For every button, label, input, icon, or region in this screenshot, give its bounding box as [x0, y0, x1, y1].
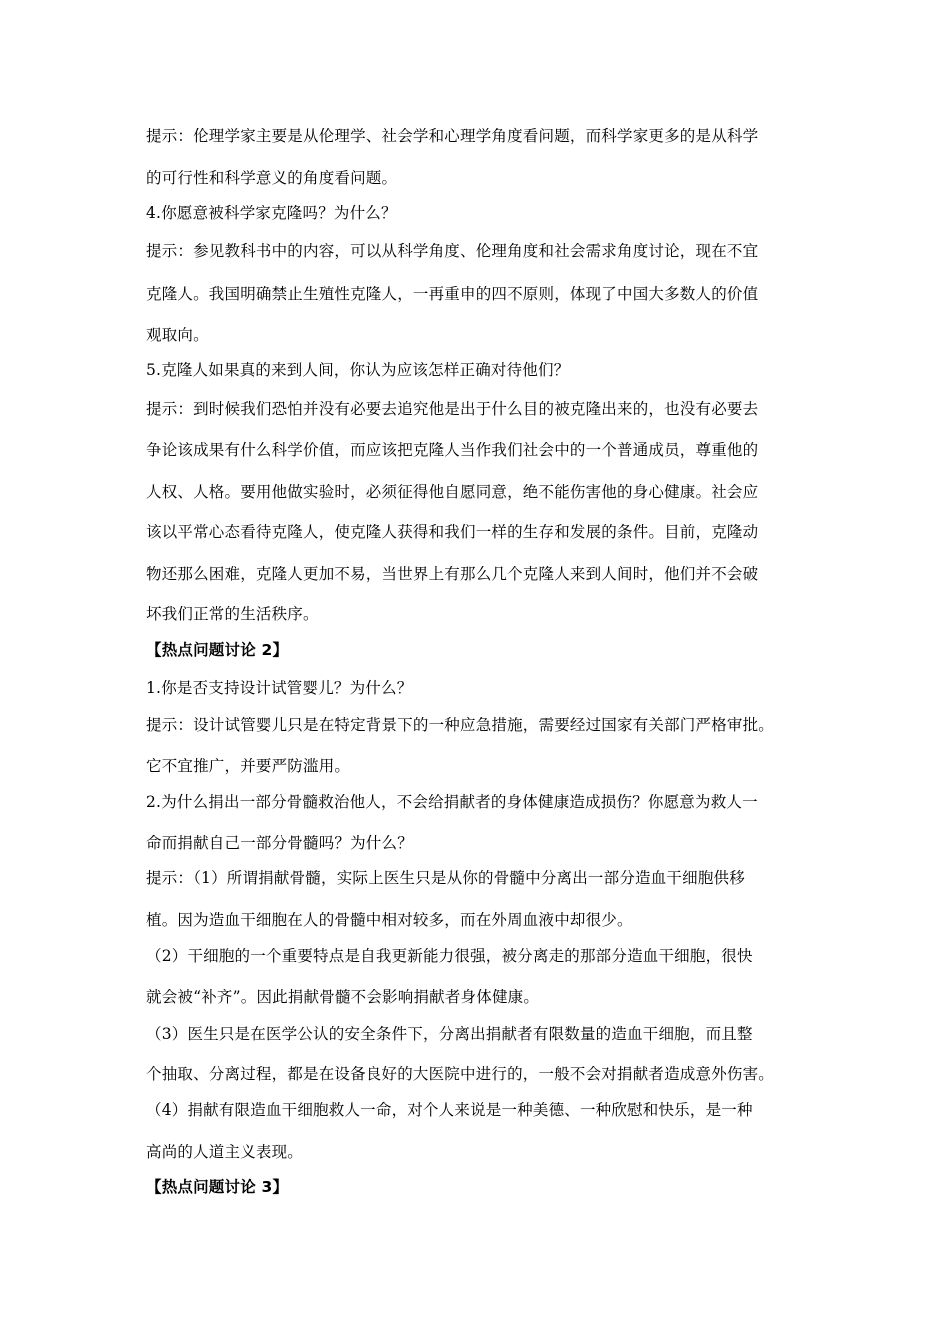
paragraph-line: 该以平常心态看待克隆人，使克隆人获得和我们一样的生存和发展的条件。目前，克隆动 [146, 523, 759, 541]
section-heading: 【热点问题讨论 3】 [146, 1178, 289, 1196]
question-line: 4.你愿意被科学家克隆吗？为什么？ [146, 204, 397, 222]
question-line: 1.你是否支持设计试管婴儿？为什么？ [146, 679, 413, 697]
paragraph-line: 植。因为造血干细胞在人的骨髓中相对较多，而在外周血液中却很少。 [146, 911, 633, 929]
paragraph-line: 个抽取、分离过程，都是在设备良好的大医院中进行的，一般不会对捐献者造成意外伤害。 [146, 1065, 775, 1083]
paragraph-line: 它不宜推广，并要严防滥用。 [146, 757, 351, 775]
paragraph-line: 坏我们正常的生活秩序。 [146, 605, 319, 623]
question-line: 命而捐献自己一部分骨髓吗？为什么？ [146, 834, 413, 852]
paragraph-line: 提示：伦理学家主要是从伦理学、社会学和心理学角度看问题，而科学家更多的是从科学 [146, 127, 759, 145]
paragraph-line: 提示：参见教科书中的内容，可以从科学角度、伦理角度和社会需求角度讨论，现在不宜 [146, 242, 759, 260]
paragraph-line: 提示：设计试管婴儿只是在特定背景下的一种应急措施，需要经过国家有关部门严格审批。 [146, 716, 775, 734]
paragraph-line: （2）干细胞的一个重要特点是自我更新能力很强，被分离走的那部分造血干细胞，很快 [146, 947, 753, 965]
paragraph-line: （4）捐献有限造血干细胞救人一命，对个人来说是一种美德、一种欣慰和快乐，是一种 [146, 1101, 753, 1119]
paragraph-line: （3）医生只是在医学公认的安全条件下，分离出捐献者有限数量的造血干细胞，而且整 [146, 1025, 753, 1043]
question-line: 5.克隆人如果真的来到人间，你认为应该怎样正确对待他们？ [146, 361, 570, 379]
paragraph-line: 提示：（1）所谓捐献骨髓，实际上医生只是从你的骨髓中分离出一部分造血干细胞供移 [146, 869, 745, 887]
paragraph-line: 的可行性和科学意义的角度看问题。 [146, 169, 398, 187]
paragraph-line: 克隆人。我国明确禁止生殖性克隆人，一再重申的四不原则，体现了中国大多数人的价值 [146, 285, 759, 303]
paragraph-line: 就会被“补齐”。因此捐献骨髓不会影响捐献者身体健康。 [146, 988, 540, 1006]
paragraph-line: 争论该成果有什么科学价值，而应该把克隆人当作我们社会中的一个普通成员，尊重他的 [146, 441, 759, 459]
section-heading: 【热点问题讨论 2】 [146, 641, 289, 659]
paragraph-line: 观取向。 [146, 326, 209, 344]
paragraph-line: 人权、人格。要用他做实验时，必须征得他自愿同意，绝不能伤害他的身心健康。社会应 [146, 483, 759, 501]
paragraph-line: 物还那么困难，克隆人更加不易，当世界上有那么几个克隆人来到人间时，他们并不会破 [146, 565, 759, 583]
paragraph-line: 高尚的人道主义表现。 [146, 1143, 304, 1161]
paragraph-line: 提示：到时候我们恐怕并没有必要去追究他是出于什么目的被克隆出来的，也没有必要去 [146, 400, 759, 418]
question-line: 2.为什么捐出一部分骨髓救治他人，不会给捐献者的身体健康造成损伤？你愿意为救人一 [146, 793, 758, 811]
